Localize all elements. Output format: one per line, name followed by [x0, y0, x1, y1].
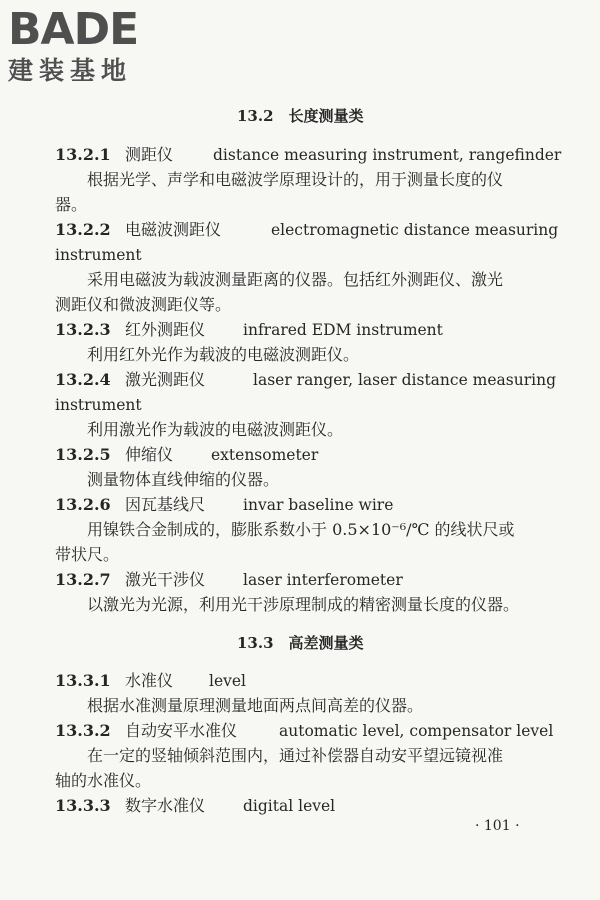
definition-line: 轴的水准仪。 [55, 771, 152, 790]
term-en: laser ranger, laser distance measuring [253, 371, 556, 389]
term-cn: 激光测距仪 [125, 370, 206, 389]
entry-number: 13.2.7 [55, 570, 111, 589]
term-cn: 测距仪 [125, 145, 174, 164]
term-en: infrared EDM instrument [243, 321, 443, 339]
definition-line: 测距仪和微波测距仪等。 [55, 295, 232, 314]
term-cn: 伸缩仪 [125, 445, 174, 464]
term-en: extensometer [211, 446, 319, 464]
entry-number: 13.2.5 [55, 445, 111, 464]
definition-line: 以激光为光源，利用光干涉原理制成的精密测量长度的仪器。 [87, 595, 520, 614]
page-number: · 101 · [475, 818, 520, 834]
term-en: laser interferometer [243, 571, 403, 589]
term-en: level [209, 672, 247, 690]
definition-line: 带状尺。 [55, 545, 120, 564]
definition-line: 利用红外光作为载波的电磁波测距仪。 [87, 345, 360, 364]
entry-number: 13.2.4 [55, 370, 111, 389]
term-en: digital level [243, 797, 336, 815]
definition-line: 采用电磁波为载波测量距离的仪器。包括红外测距仪、激光 [87, 270, 504, 289]
definition-line: 器。 [55, 195, 88, 214]
term-en: electromagnetic distance measuring [271, 221, 559, 239]
term-en-continuation: instrument [55, 246, 142, 264]
entry-number: 13.2.1 [55, 145, 111, 164]
term-cn: 自动安平水准仪 [125, 721, 238, 740]
entry-number: 13.2.6 [55, 495, 111, 514]
entry-number: 13.2.2 [55, 220, 111, 239]
term-cn: 电磁波测距仪 [125, 220, 222, 239]
definition-line: 根据光学、声学和电磁波学原理设计的，用于测量长度的仪 [87, 170, 504, 189]
term-cn: 因瓦基线尺 [125, 495, 206, 514]
term-cn: 红外测距仪 [125, 320, 206, 339]
entry-header [55, 495, 393, 515]
entry-header [55, 370, 556, 390]
definition-line: 利用激光作为载波的电磁波测距仪。 [87, 420, 344, 439]
entry-header [55, 445, 318, 465]
section-title-13-3: 13.3 高差测量类 [237, 634, 364, 652]
entry-header [55, 796, 335, 816]
term-en: distance measuring instrument, rangefinder [213, 146, 562, 164]
entry-header [55, 671, 246, 691]
entry-header [55, 145, 561, 165]
entry-header [55, 570, 403, 590]
entry-header [55, 220, 558, 240]
logo-text: BADE [8, 4, 139, 55]
entry-number: 13.3.3 [55, 796, 111, 815]
term-cn: 激光干涉仪 [125, 570, 206, 589]
definition-line: 测量物体直线伸缩的仪器。 [87, 470, 280, 489]
term-cn: 数字水准仪 [125, 796, 206, 815]
section-title-13-2: 13.2 长度测量类 [237, 107, 364, 125]
definition-line: 用镍铁合金制成的，膨胀系数小于 0.5×10⁻⁶/℃ 的线状尺或 [87, 520, 515, 539]
entry-number: 13.2.3 [55, 320, 111, 339]
entry-header [55, 721, 553, 741]
entry-number: 13.3.2 [55, 721, 111, 740]
term-en-continuation: instrument [55, 396, 142, 414]
term-en: invar baseline wire [243, 496, 394, 514]
term-en: automatic level, compensator level [279, 722, 554, 740]
logo-subtitle: 建装基地 [8, 56, 133, 85]
entry-header [55, 320, 443, 340]
entry-number: 13.3.1 [55, 671, 111, 690]
definition-line: 根据水准测量原理测量地面两点间高差的仪器。 [87, 696, 424, 715]
term-cn: 水准仪 [125, 671, 174, 690]
definition-line: 在一定的竖轴倾斜范围内，通过补偿器自动安平望远镜视准 [87, 746, 504, 765]
